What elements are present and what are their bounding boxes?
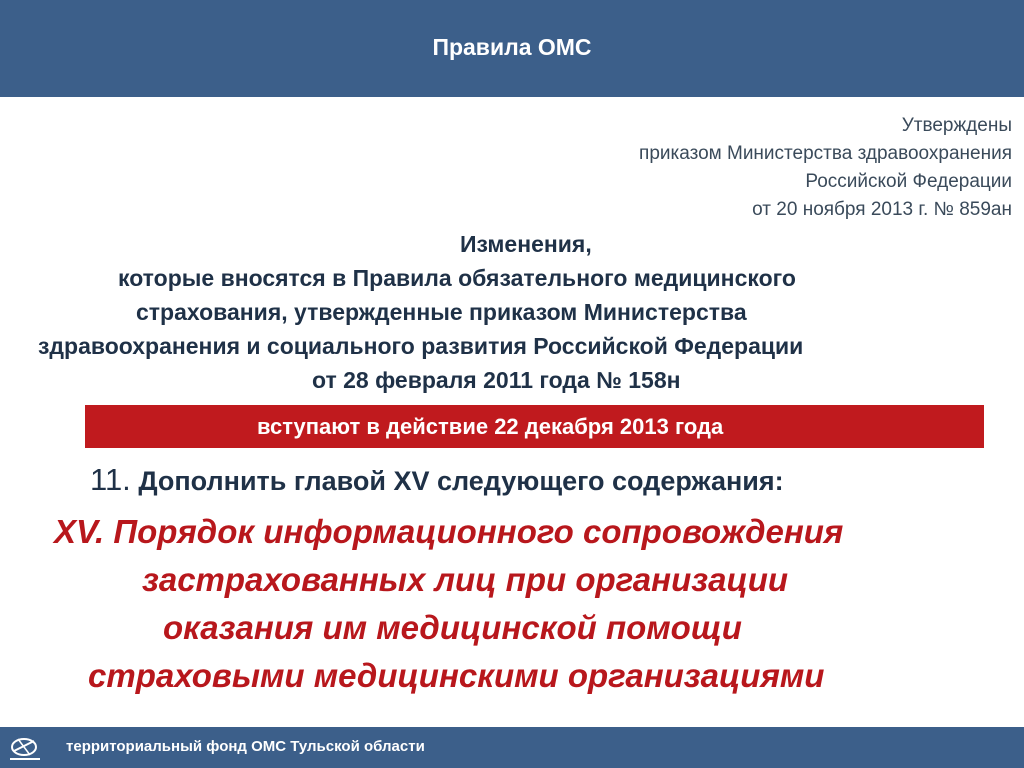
- chapter-line: оказания им медицинской помощи: [163, 609, 742, 646]
- chapter-line: XV. Порядок информационного сопровождения: [54, 513, 844, 550]
- changes-line: от 28 февраля 2011 года № 158н: [312, 367, 681, 393]
- omc-logo-icon: [6, 733, 56, 763]
- amendment-item: [90, 462, 784, 498]
- changes-line: здравоохранения и социального развития Российской Федерации: [38, 333, 804, 359]
- page-title: Правила ОМС: [432, 34, 592, 60]
- header-bar: [0, 0, 1024, 97]
- item-number: 11.: [90, 462, 131, 497]
- footer-bar: [0, 727, 1024, 768]
- chapter-line: страховыми медицинскими организациями: [88, 657, 825, 694]
- changes-line: которые вносятся в Правила обязательного медицинского: [118, 265, 796, 291]
- approval-block: [639, 112, 1012, 224]
- effective-date-banner: [85, 405, 984, 448]
- changes-line: страхования, утвержденные приказом Министерства: [136, 299, 747, 325]
- approval-line: от 20 ноября 2013 г. № 859ан: [752, 199, 1012, 220]
- changes-line: Изменения,: [460, 231, 592, 257]
- approval-line: Российской Федерации: [805, 171, 1012, 192]
- approval-line: Утверждены: [901, 115, 1012, 136]
- chapter-line: застрахованных лиц при организации: [142, 561, 789, 598]
- approval-line: приказом Министерства здравоохранения: [639, 143, 1012, 164]
- footer-text: территориальный фонд ОМС Тульской области: [66, 738, 425, 755]
- item-text: Дополнить главой XV следующего содержания:: [138, 466, 784, 496]
- effective-date-text: вступают в действие 22 декабря 2013 года: [257, 414, 724, 439]
